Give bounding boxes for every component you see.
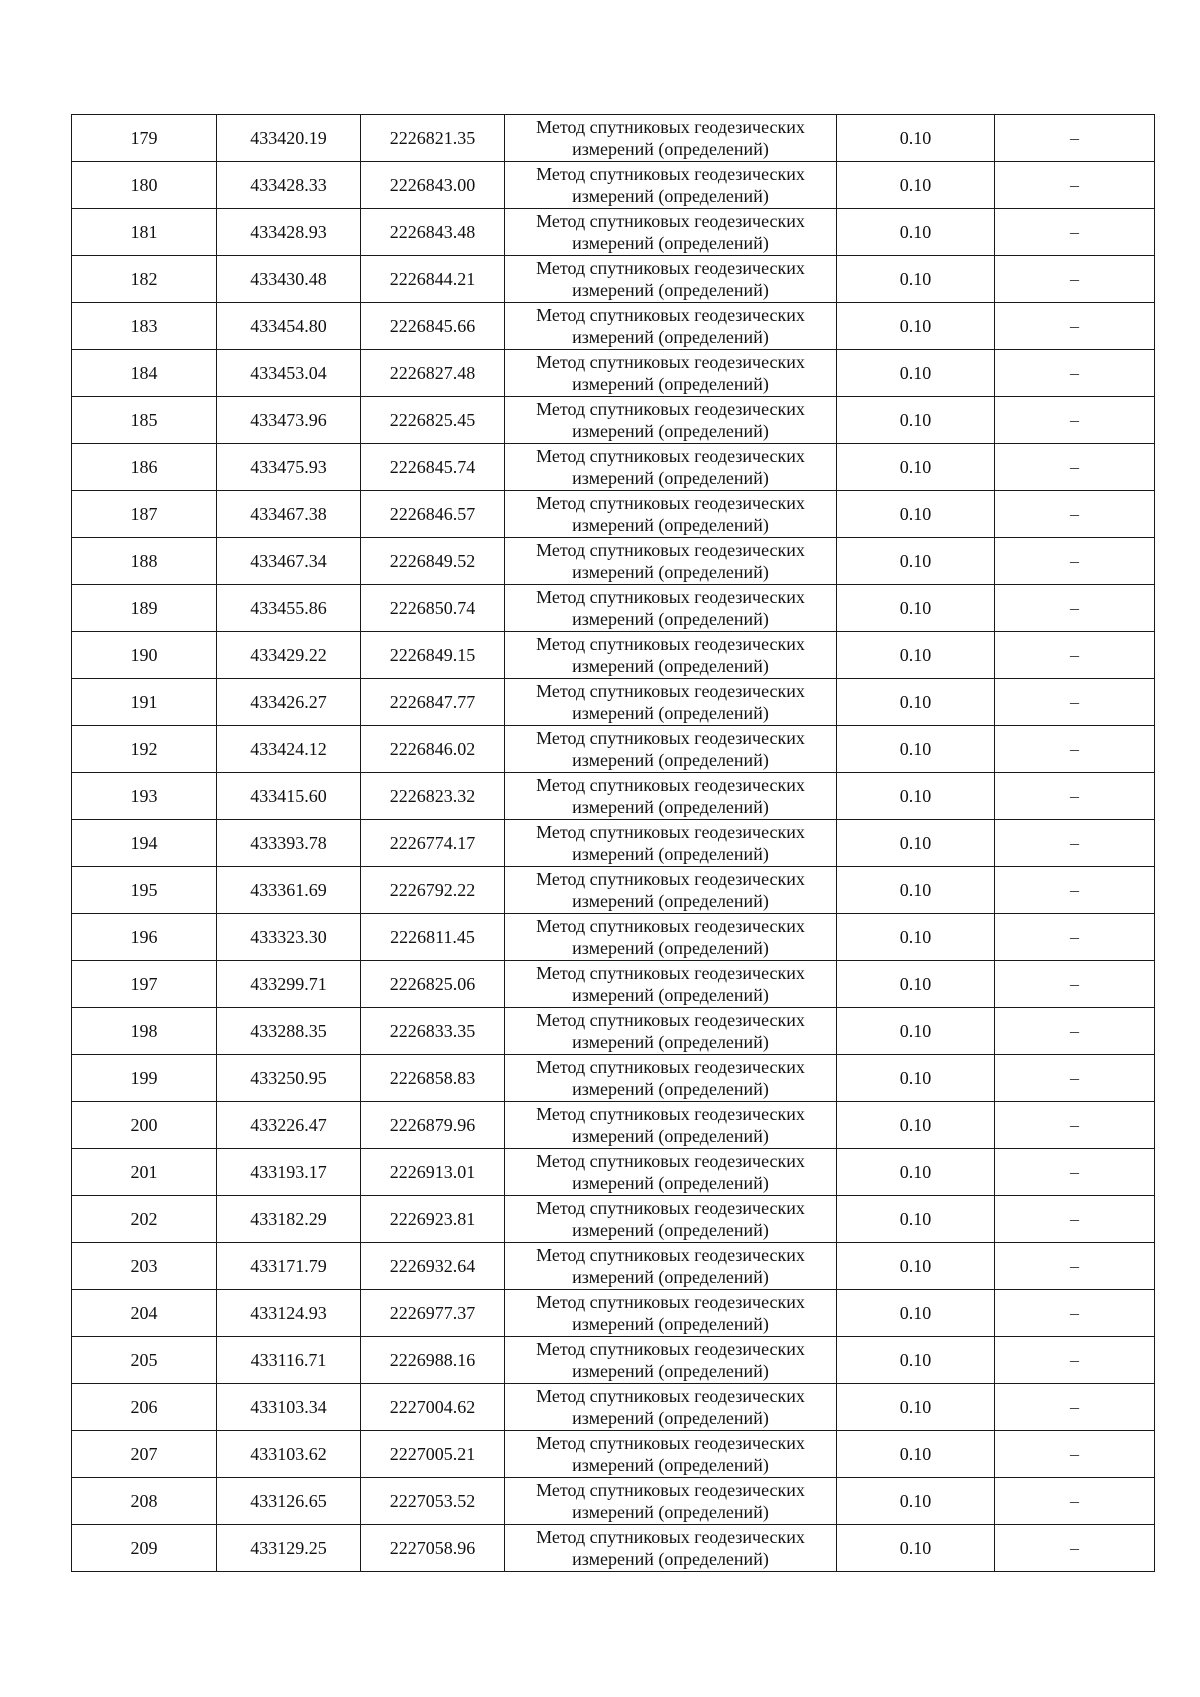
y-coordinate-cell: 2227004.62 — [361, 1384, 505, 1431]
y-coordinate-cell: 2226844.21 — [361, 256, 505, 303]
method-text: Метод спутниковых геодезических измерений (определений) — [536, 963, 805, 1005]
y-coordinate-cell: 2226823.32 — [361, 773, 505, 820]
point-number-cell: 192 — [72, 726, 217, 773]
table-row — [72, 773, 1155, 820]
x-coordinate-cell: 433467.34 — [217, 538, 361, 585]
y-coordinate-cell: 2226843.00 — [361, 162, 505, 209]
description-cell: – — [995, 162, 1155, 209]
table-row — [72, 1290, 1155, 1337]
y-coordinate-cell: 2226827.48 — [361, 350, 505, 397]
method-text: Метод спутниковых геодезических измерений (определений) — [536, 1057, 805, 1099]
accuracy-cell: 0.10 — [837, 632, 995, 679]
accuracy-cell: 0.10 — [837, 867, 995, 914]
table-row — [72, 1384, 1155, 1431]
method-text: Метод спутниковых геодезических измерений (определений) — [536, 1386, 805, 1428]
accuracy-cell: 0.10 — [837, 1008, 995, 1055]
table-row — [72, 1008, 1155, 1055]
y-coordinate-cell: 2226811.45 — [361, 914, 505, 961]
x-coordinate-cell: 433428.33 — [217, 162, 361, 209]
x-coordinate-cell: 433424.12 — [217, 726, 361, 773]
table-row — [72, 209, 1155, 256]
x-coordinate-cell: 433171.79 — [217, 1243, 361, 1290]
description-cell: – — [995, 538, 1155, 585]
accuracy-cell: 0.10 — [837, 1525, 995, 1572]
y-coordinate-cell: 2226825.06 — [361, 961, 505, 1008]
point-number-cell: 190 — [72, 632, 217, 679]
x-coordinate-cell: 433475.93 — [217, 444, 361, 491]
method-text: Метод спутниковых геодезических измерений (определений) — [536, 305, 805, 347]
description-cell: – — [995, 867, 1155, 914]
table-row — [72, 303, 1155, 350]
x-coordinate-cell: 433420.19 — [217, 115, 361, 162]
description-cell: – — [995, 1243, 1155, 1290]
point-number-cell: 204 — [72, 1290, 217, 1337]
point-number-cell: 203 — [72, 1243, 217, 1290]
x-coordinate-cell: 433473.96 — [217, 397, 361, 444]
y-coordinate-cell: 2226988.16 — [361, 1337, 505, 1384]
method-text: Метод спутниковых геодезических измерений (определений) — [536, 775, 805, 817]
accuracy-cell: 0.10 — [837, 1196, 995, 1243]
table-row — [72, 1102, 1155, 1149]
method-text: Метод спутниковых геодезических измерений (определений) — [536, 493, 805, 535]
y-coordinate-cell: 2226913.01 — [361, 1149, 505, 1196]
x-coordinate-cell: 433103.34 — [217, 1384, 361, 1431]
table-row — [72, 115, 1155, 162]
point-number-cell: 198 — [72, 1008, 217, 1055]
method-cell — [505, 961, 837, 1008]
description-cell: – — [995, 820, 1155, 867]
accuracy-cell: 0.10 — [837, 1102, 995, 1149]
description-cell: – — [995, 1431, 1155, 1478]
table-row — [72, 914, 1155, 961]
method-text: Метод спутниковых геодезических измерений (определений) — [536, 1292, 805, 1334]
accuracy-cell: 0.10 — [837, 1337, 995, 1384]
table-row — [72, 1525, 1155, 1572]
table-row — [72, 1337, 1155, 1384]
point-number-cell: 189 — [72, 585, 217, 632]
point-number-cell: 208 — [72, 1478, 217, 1525]
y-coordinate-cell: 2226846.02 — [361, 726, 505, 773]
y-coordinate-cell: 2226858.83 — [361, 1055, 505, 1102]
method-text: Метод спутниковых геодезических измерений (определений) — [536, 352, 805, 394]
method-cell — [505, 1243, 837, 1290]
method-cell — [505, 1102, 837, 1149]
accuracy-cell: 0.10 — [837, 397, 995, 444]
table-row — [72, 491, 1155, 538]
method-cell — [505, 1290, 837, 1337]
table-row — [72, 585, 1155, 632]
table-row — [72, 1149, 1155, 1196]
method-cell — [505, 1431, 837, 1478]
coordinates-table — [71, 114, 1155, 1572]
accuracy-cell: 0.10 — [837, 209, 995, 256]
y-coordinate-cell: 2226849.52 — [361, 538, 505, 585]
method-cell — [505, 585, 837, 632]
x-coordinate-cell: 433415.60 — [217, 773, 361, 820]
method-text: Метод спутниковых геодезических измерений (определений) — [536, 587, 805, 629]
accuracy-cell: 0.10 — [837, 444, 995, 491]
point-number-cell: 209 — [72, 1525, 217, 1572]
description-cell: – — [995, 1055, 1155, 1102]
description-cell: – — [995, 1525, 1155, 1572]
description-cell: – — [995, 209, 1155, 256]
y-coordinate-cell: 2226932.64 — [361, 1243, 505, 1290]
x-coordinate-cell: 433193.17 — [217, 1149, 361, 1196]
x-coordinate-cell: 433299.71 — [217, 961, 361, 1008]
point-number-cell: 200 — [72, 1102, 217, 1149]
table-row — [72, 820, 1155, 867]
method-text: Метод спутниковых геодезических измерений (определений) — [536, 869, 805, 911]
method-cell — [505, 303, 837, 350]
method-text: Метод спутниковых геодезических измерений (определений) — [536, 1245, 805, 1287]
method-cell — [505, 162, 837, 209]
accuracy-cell: 0.10 — [837, 256, 995, 303]
x-coordinate-cell: 433426.27 — [217, 679, 361, 726]
description-cell: – — [995, 679, 1155, 726]
x-coordinate-cell: 433103.62 — [217, 1431, 361, 1478]
accuracy-cell: 0.10 — [837, 162, 995, 209]
description-cell: – — [995, 1149, 1155, 1196]
y-coordinate-cell: 2226923.81 — [361, 1196, 505, 1243]
point-number-cell: 193 — [72, 773, 217, 820]
y-coordinate-cell: 2226792.22 — [361, 867, 505, 914]
table-row — [72, 867, 1155, 914]
y-coordinate-cell: 2227005.21 — [361, 1431, 505, 1478]
point-number-cell: 180 — [72, 162, 217, 209]
accuracy-cell: 0.10 — [837, 1149, 995, 1196]
method-text: Метод спутниковых геодезических измерений (определений) — [536, 634, 805, 676]
method-cell — [505, 1525, 837, 1572]
point-number-cell: 187 — [72, 491, 217, 538]
table-row — [72, 538, 1155, 585]
point-number-cell: 202 — [72, 1196, 217, 1243]
description-cell: – — [995, 1337, 1155, 1384]
coordinates-table-body — [72, 115, 1155, 1572]
accuracy-cell: 0.10 — [837, 350, 995, 397]
method-text: Метод спутниковых геодезических измерений (определений) — [536, 399, 805, 441]
table-row — [72, 1478, 1155, 1525]
y-coordinate-cell: 2226850.74 — [361, 585, 505, 632]
x-coordinate-cell: 433288.35 — [217, 1008, 361, 1055]
y-coordinate-cell: 2226833.35 — [361, 1008, 505, 1055]
method-cell — [505, 679, 837, 726]
point-number-cell: 206 — [72, 1384, 217, 1431]
table-row — [72, 1243, 1155, 1290]
method-cell — [505, 1149, 837, 1196]
y-coordinate-cell: 2226849.15 — [361, 632, 505, 679]
method-cell — [505, 1337, 837, 1384]
method-cell — [505, 726, 837, 773]
description-cell: – — [995, 1008, 1155, 1055]
accuracy-cell: 0.10 — [837, 961, 995, 1008]
table-row — [72, 162, 1155, 209]
point-number-cell: 185 — [72, 397, 217, 444]
description-cell: – — [995, 1478, 1155, 1525]
method-text: Метод спутниковых геодезических измерений (определений) — [536, 540, 805, 582]
accuracy-cell: 0.10 — [837, 1384, 995, 1431]
x-coordinate-cell: 433467.38 — [217, 491, 361, 538]
y-coordinate-cell: 2226843.48 — [361, 209, 505, 256]
table-row — [72, 1055, 1155, 1102]
table-row — [72, 961, 1155, 1008]
point-number-cell: 179 — [72, 115, 217, 162]
description-cell: – — [995, 632, 1155, 679]
accuracy-cell: 0.10 — [837, 914, 995, 961]
method-cell — [505, 115, 837, 162]
point-number-cell: 205 — [72, 1337, 217, 1384]
method-text: Метод спутниковых геодезических измерений (определений) — [536, 446, 805, 488]
method-cell — [505, 350, 837, 397]
method-text: Метод спутниковых геодезических измерений (определений) — [536, 117, 805, 159]
method-cell — [505, 209, 837, 256]
point-number-cell: 201 — [72, 1149, 217, 1196]
x-coordinate-cell: 433226.47 — [217, 1102, 361, 1149]
description-cell: – — [995, 397, 1155, 444]
description-cell: – — [995, 1384, 1155, 1431]
method-cell — [505, 538, 837, 585]
x-coordinate-cell: 433430.48 — [217, 256, 361, 303]
method-cell — [505, 444, 837, 491]
table-row — [72, 350, 1155, 397]
method-text: Метод спутниковых геодезических измерений (определений) — [536, 916, 805, 958]
method-text: Метод спутниковых геодезических измерений (определений) — [536, 681, 805, 723]
point-number-cell: 194 — [72, 820, 217, 867]
method-text: Метод спутниковых геодезических измерений (определений) — [536, 1433, 805, 1475]
description-cell: – — [995, 961, 1155, 1008]
method-text: Метод спутниковых геодезических измерений (определений) — [536, 1104, 805, 1146]
description-cell: – — [995, 1102, 1155, 1149]
point-number-cell: 207 — [72, 1431, 217, 1478]
x-coordinate-cell: 433453.04 — [217, 350, 361, 397]
x-coordinate-cell: 433250.95 — [217, 1055, 361, 1102]
y-coordinate-cell: 2226821.35 — [361, 115, 505, 162]
x-coordinate-cell: 433124.93 — [217, 1290, 361, 1337]
x-coordinate-cell: 433429.22 — [217, 632, 361, 679]
x-coordinate-cell: 433126.65 — [217, 1478, 361, 1525]
point-number-cell: 196 — [72, 914, 217, 961]
description-cell: – — [995, 350, 1155, 397]
method-cell — [505, 773, 837, 820]
y-coordinate-cell: 2226879.96 — [361, 1102, 505, 1149]
method-text: Метод спутниковых геодезических измерений (определений) — [536, 1198, 805, 1240]
method-text: Метод спутниковых геодезических измерений (определений) — [536, 164, 805, 206]
method-text: Метод спутниковых геодезических измерений (определений) — [536, 1480, 805, 1522]
description-cell: – — [995, 914, 1155, 961]
method-text: Метод спутниковых геодезических измерений (определений) — [536, 728, 805, 770]
method-text: Метод спутниковых геодезических измерений (определений) — [536, 1527, 805, 1569]
y-coordinate-cell: 2226977.37 — [361, 1290, 505, 1337]
method-cell — [505, 1008, 837, 1055]
accuracy-cell: 0.10 — [837, 585, 995, 632]
y-coordinate-cell: 2226847.77 — [361, 679, 505, 726]
method-cell — [505, 914, 837, 961]
accuracy-cell: 0.10 — [837, 1478, 995, 1525]
y-coordinate-cell: 2226825.45 — [361, 397, 505, 444]
method-text: Метод спутниковых геодезических измерений (определений) — [536, 822, 805, 864]
accuracy-cell: 0.10 — [837, 1055, 995, 1102]
y-coordinate-cell: 2227053.52 — [361, 1478, 505, 1525]
accuracy-cell: 0.10 — [837, 773, 995, 820]
table-row — [72, 679, 1155, 726]
description-cell: – — [995, 726, 1155, 773]
method-text: Метод спутниковых геодезических измерений (определений) — [536, 1151, 805, 1193]
description-cell: – — [995, 1290, 1155, 1337]
y-coordinate-cell: 2226845.74 — [361, 444, 505, 491]
point-number-cell: 197 — [72, 961, 217, 1008]
method-cell — [505, 491, 837, 538]
description-cell: – — [995, 1196, 1155, 1243]
method-cell — [505, 256, 837, 303]
method-cell — [505, 820, 837, 867]
y-coordinate-cell: 2227058.96 — [361, 1525, 505, 1572]
x-coordinate-cell: 433129.25 — [217, 1525, 361, 1572]
table-row — [72, 256, 1155, 303]
point-number-cell: 195 — [72, 867, 217, 914]
y-coordinate-cell: 2226845.66 — [361, 303, 505, 350]
description-cell: – — [995, 444, 1155, 491]
method-cell — [505, 1478, 837, 1525]
x-coordinate-cell: 433361.69 — [217, 867, 361, 914]
table-row — [72, 726, 1155, 773]
accuracy-cell: 0.10 — [837, 1243, 995, 1290]
method-text: Метод спутниковых геодезических измерений (определений) — [536, 1339, 805, 1381]
x-coordinate-cell: 433454.80 — [217, 303, 361, 350]
point-number-cell: 181 — [72, 209, 217, 256]
x-coordinate-cell: 433116.71 — [217, 1337, 361, 1384]
point-number-cell: 199 — [72, 1055, 217, 1102]
point-number-cell: 183 — [72, 303, 217, 350]
method-cell — [505, 867, 837, 914]
point-number-cell: 191 — [72, 679, 217, 726]
point-number-cell: 182 — [72, 256, 217, 303]
method-cell — [505, 1055, 837, 1102]
table-row — [72, 1196, 1155, 1243]
accuracy-cell: 0.10 — [837, 1290, 995, 1337]
x-coordinate-cell: 433393.78 — [217, 820, 361, 867]
table-row — [72, 444, 1155, 491]
method-text: Метод спутниковых геодезических измерений (определений) — [536, 211, 805, 253]
description-cell: – — [995, 256, 1155, 303]
accuracy-cell: 0.10 — [837, 1431, 995, 1478]
description-cell: – — [995, 115, 1155, 162]
x-coordinate-cell: 433182.29 — [217, 1196, 361, 1243]
accuracy-cell: 0.10 — [837, 679, 995, 726]
accuracy-cell: 0.10 — [837, 726, 995, 773]
accuracy-cell: 0.10 — [837, 538, 995, 585]
accuracy-cell: 0.10 — [837, 820, 995, 867]
accuracy-cell: 0.10 — [837, 491, 995, 538]
description-cell: – — [995, 585, 1155, 632]
point-number-cell: 188 — [72, 538, 217, 585]
description-cell: – — [995, 303, 1155, 350]
accuracy-cell: 0.10 — [837, 303, 995, 350]
table-row — [72, 1431, 1155, 1478]
method-text: Метод спутниковых геодезических измерений (определений) — [536, 1010, 805, 1052]
y-coordinate-cell: 2226774.17 — [361, 820, 505, 867]
x-coordinate-cell: 433323.30 — [217, 914, 361, 961]
description-cell: – — [995, 491, 1155, 538]
method-cell — [505, 632, 837, 679]
point-number-cell: 186 — [72, 444, 217, 491]
accuracy-cell: 0.10 — [837, 115, 995, 162]
method-cell — [505, 1196, 837, 1243]
method-cell — [505, 397, 837, 444]
point-number-cell: 184 — [72, 350, 217, 397]
table-row — [72, 632, 1155, 679]
x-coordinate-cell: 433455.86 — [217, 585, 361, 632]
method-cell — [505, 1384, 837, 1431]
x-coordinate-cell: 433428.93 — [217, 209, 361, 256]
description-cell: – — [995, 773, 1155, 820]
method-text: Метод спутниковых геодезических измерений (определений) — [536, 258, 805, 300]
table-row — [72, 397, 1155, 444]
y-coordinate-cell: 2226846.57 — [361, 491, 505, 538]
